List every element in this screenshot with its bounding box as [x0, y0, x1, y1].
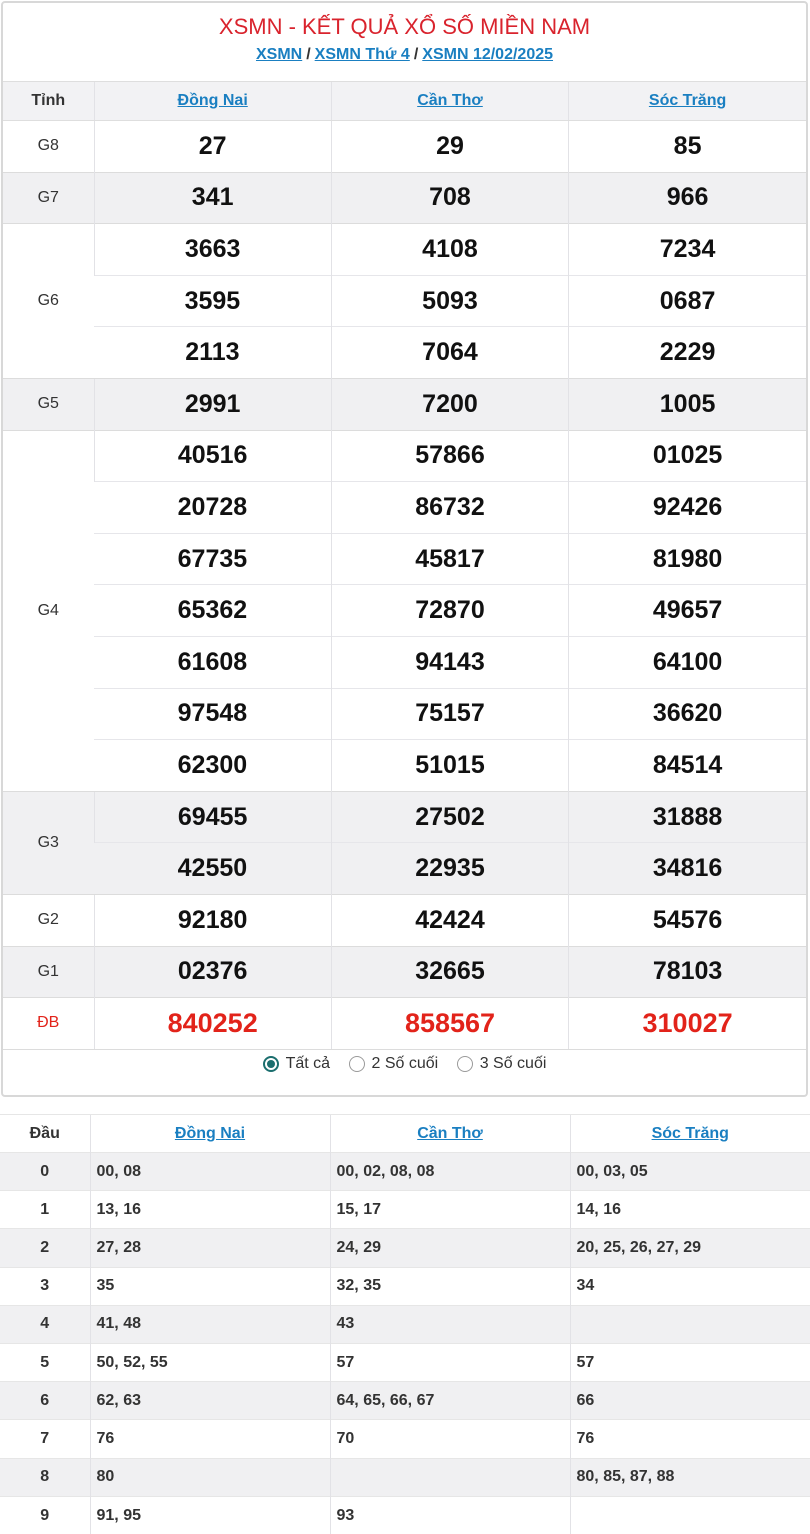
prize-number: 69455: [94, 791, 331, 843]
dau-values: [570, 1305, 810, 1343]
prize-number: 92180: [94, 894, 331, 946]
dau-values: 35: [90, 1267, 330, 1305]
prize-number: 2113: [94, 327, 331, 379]
prize-number: 42424: [331, 894, 568, 946]
dau-province-link-soc-trang[interactable]: Sóc Trăng: [651, 1124, 729, 1142]
prize-number: 840252: [94, 998, 331, 1050]
filter-option-last-2[interactable]: [349, 1055, 439, 1073]
prize-row: [3, 843, 806, 895]
prize-number: 65362: [94, 585, 331, 637]
breadcrumb-separator: /: [413, 46, 419, 63]
results-body: [3, 121, 806, 1050]
prize-row: [3, 275, 806, 327]
dau-values: 76: [90, 1420, 330, 1458]
prize-number: 94143: [331, 636, 568, 688]
radio-checked-icon[interactable]: [263, 1056, 279, 1072]
prize-label: G3: [3, 791, 94, 894]
dau-row: [0, 1305, 810, 1343]
prize-row: [3, 946, 806, 998]
dau-values: 76: [570, 1420, 810, 1458]
dau-values: 57: [570, 1343, 810, 1381]
dau-values: 80: [90, 1458, 330, 1496]
prize-number: 858567: [331, 998, 568, 1050]
prize-row: [3, 327, 806, 379]
prize-number: 86732: [331, 482, 568, 534]
prize-label: G5: [3, 378, 94, 430]
prize-row: [3, 482, 806, 534]
dau-values: [570, 1496, 810, 1534]
prize-number: 7064: [331, 327, 568, 379]
dau-values: 43: [330, 1305, 570, 1343]
prize-number: 75157: [331, 688, 568, 740]
prize-label: G1: [3, 946, 94, 998]
dau-body: [0, 1153, 810, 1534]
dau-row: [0, 1153, 810, 1191]
province-header: [331, 82, 568, 121]
prize-number: 2991: [94, 378, 331, 430]
prize-number: 3595: [94, 275, 331, 327]
prize-number: 45817: [331, 533, 568, 585]
prize-number: 02376: [94, 946, 331, 998]
province-header: [569, 82, 806, 121]
prize-number: 7234: [569, 224, 806, 276]
dau-values: 15, 17: [330, 1191, 570, 1229]
dau-digit: 9: [0, 1496, 90, 1534]
province-header: [94, 82, 331, 121]
dau-province-link-can-tho[interactable]: Cần Thơ: [417, 1124, 483, 1142]
prize-row: [3, 533, 806, 585]
filter-option-label: 2 Số cuối: [371, 1055, 439, 1072]
province-header: [90, 1115, 330, 1153]
prize-row: [3, 430, 806, 482]
prize-number: 4108: [331, 224, 568, 276]
dau-values: 00, 08: [90, 1153, 330, 1191]
prize-label: G8: [3, 121, 94, 173]
results-header-row: [3, 82, 806, 121]
prize-label: G4: [3, 430, 94, 791]
dau-values: 24, 29: [330, 1229, 570, 1267]
dau-province-link-dong-nai[interactable]: Đồng Nai: [174, 1124, 246, 1142]
dau-digit: 0: [0, 1153, 90, 1191]
dau-values: 80, 85, 87, 88: [570, 1458, 810, 1496]
prize-row: [3, 740, 806, 792]
prize-row: [3, 791, 806, 843]
prize-number: 36620: [569, 688, 806, 740]
dau-values: [330, 1458, 570, 1496]
province-header: [570, 1115, 810, 1153]
prize-number: 51015: [331, 740, 568, 792]
dau-digit: 6: [0, 1382, 90, 1420]
prize-number: 31888: [569, 791, 806, 843]
prize-number: 966: [569, 172, 806, 224]
prize-label: ĐB: [3, 998, 94, 1050]
dau-values: 41, 48: [90, 1305, 330, 1343]
prize-number: 92426: [569, 482, 806, 534]
prize-number: 708: [331, 172, 568, 224]
prize-number: 29: [331, 121, 568, 173]
prize-number: 5093: [331, 275, 568, 327]
prize-number: 57866: [331, 430, 568, 482]
page-title: XSMN - KẾT QUẢ XỔ SỐ MIỀN NAM: [218, 14, 591, 39]
results-card: [1, 1, 808, 1097]
dau-values: 64, 65, 66, 67: [330, 1382, 570, 1420]
dau-values: 27, 28: [90, 1229, 330, 1267]
dau-values: 34: [570, 1267, 810, 1305]
filter-option-label: 3 Số cuối: [479, 1055, 547, 1072]
breadcrumb-date-link[interactable]: XSMN 12/02/2025: [422, 46, 554, 63]
dau-row: [0, 1229, 810, 1267]
dau-digit: 7: [0, 1420, 90, 1458]
dau-values: 93: [330, 1496, 570, 1534]
prize-label: G2: [3, 894, 94, 946]
results-table: [3, 81, 806, 1050]
dau-digit: 4: [0, 1305, 90, 1343]
prize-number: 61608: [94, 636, 331, 688]
province-column-label: Tỉnh: [3, 82, 94, 121]
prize-number: 310027: [569, 998, 806, 1050]
dau-row: [0, 1382, 810, 1420]
prize-number: 27: [94, 121, 331, 173]
results-header: [3, 3, 806, 81]
prize-number: 84514: [569, 740, 806, 792]
dau-digit: 8: [0, 1458, 90, 1496]
prize-number: 81980: [569, 533, 806, 585]
prize-number: 34816: [569, 843, 806, 895]
prize-row: [3, 121, 806, 173]
dau-digit: 5: [0, 1343, 90, 1381]
prize-number: 78103: [569, 946, 806, 998]
prize-label: G6: [3, 224, 94, 379]
dau-row: [0, 1420, 810, 1458]
prize-number: 40516: [94, 430, 331, 482]
dau-values: 57: [330, 1343, 570, 1381]
dau-values: 66: [570, 1382, 810, 1420]
prize-number: 2229: [569, 327, 806, 379]
prize-number: 54576: [569, 894, 806, 946]
prize-number: 27502: [331, 791, 568, 843]
prize-number: 1005: [569, 378, 806, 430]
prize-row: [3, 224, 806, 276]
dau-values: 50, 52, 55: [90, 1343, 330, 1381]
breadcrumb-separator: /: [306, 46, 311, 63]
radio-unchecked-icon[interactable]: [349, 1056, 365, 1072]
dau-values: 20, 25, 26, 27, 29: [570, 1229, 810, 1267]
province-link-dong-nai[interactable]: Đồng Nai: [177, 92, 248, 109]
dau-values: 13, 16: [90, 1191, 330, 1229]
filter-option-all[interactable]: [263, 1055, 330, 1073]
prize-row: [3, 378, 806, 430]
dau-digit: 3: [0, 1267, 90, 1305]
prize-number: 20728: [94, 482, 331, 534]
prize-number: 67735: [94, 533, 331, 585]
province-header: [330, 1115, 570, 1153]
dau-row: [0, 1191, 810, 1229]
dau-values: 62, 63: [90, 1382, 330, 1420]
province-link-soc-trang[interactable]: Sóc Trăng: [648, 92, 727, 109]
prize-row: [3, 998, 806, 1050]
prize-row: [3, 636, 806, 688]
prize-number: 341: [94, 172, 331, 224]
prize-number: 0687: [569, 275, 806, 327]
prize-label: G7: [3, 172, 94, 224]
radio-unchecked-icon[interactable]: [457, 1056, 473, 1072]
prize-row: [3, 585, 806, 637]
province-link-can-tho[interactable]: Cần Thơ: [417, 92, 483, 109]
prize-row: [3, 894, 806, 946]
prize-row: [3, 688, 806, 740]
filter-option-label: Tất cả: [285, 1055, 331, 1072]
prize-number: 01025: [569, 430, 806, 482]
dau-digit: 2: [0, 1229, 90, 1267]
dau-values: 14, 16: [570, 1191, 810, 1229]
dau-row: [0, 1343, 810, 1381]
prize-number: 22935: [331, 843, 568, 895]
prize-number: 97548: [94, 688, 331, 740]
prize-number: 42550: [94, 843, 331, 895]
dau-row: [0, 1458, 810, 1496]
dau-table: [0, 1114, 810, 1534]
prize-number: 32665: [331, 946, 568, 998]
dau-values: 32, 35: [330, 1267, 570, 1305]
dau-values: 70: [330, 1420, 570, 1458]
dau-values: 00, 02, 08, 08: [330, 1153, 570, 1191]
prize-number: 72870: [331, 585, 568, 637]
filter-option-last-3[interactable]: [457, 1055, 547, 1073]
prize-number: 64100: [569, 636, 806, 688]
digit-filter: [3, 1055, 806, 1093]
dau-row: [0, 1267, 810, 1305]
dau-header-row: [0, 1115, 810, 1153]
dau-row: [0, 1496, 810, 1534]
dau-digit: 1: [0, 1191, 90, 1229]
dau-values: 00, 03, 05: [570, 1153, 810, 1191]
prize-number: 3663: [94, 224, 331, 276]
prize-number: 85: [569, 121, 806, 173]
dau-column-label: Đầu: [0, 1115, 90, 1153]
breadcrumb-xsmn-link[interactable]: XSMN: [255, 46, 303, 63]
prize-number: 7200: [331, 378, 568, 430]
prize-row: [3, 172, 806, 224]
breadcrumb: [3, 46, 806, 64]
breadcrumb-weekday-link[interactable]: XSMN Thứ 4: [314, 46, 410, 63]
prize-number: 49657: [569, 585, 806, 637]
prize-number: 62300: [94, 740, 331, 792]
dau-values: 91, 95: [90, 1496, 330, 1534]
